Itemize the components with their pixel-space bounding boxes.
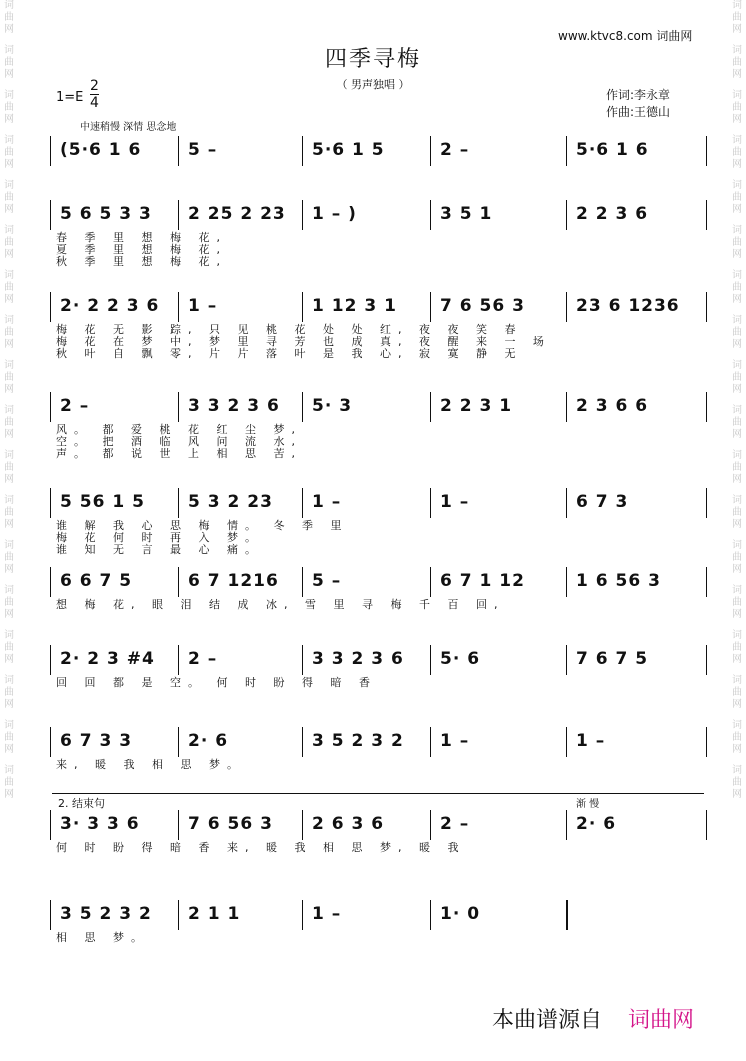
lyric-line: 想 梅 花, 眼 泪 结 成 冰, 雪 里 寻 梅 千 百 回, — [56, 598, 505, 611]
measure-notes: 2 – — [440, 814, 470, 834]
measure-notes: 2· 2 2 3 6 — [60, 296, 160, 316]
watermark-text: 词 曲 网 — [732, 270, 742, 305]
measure-notes: 2 2 3 6 — [576, 204, 649, 224]
lyric-line: 梅 花 何 时 再 入 梦。 — [56, 531, 263, 544]
measure-notes: 1 – — [312, 492, 342, 512]
watermark-text: 词 曲 网 — [732, 0, 742, 35]
composer-credit: 作曲:王德山 — [606, 105, 671, 119]
lyric-line: 空。 把 酒 临 风 问 流 水, — [56, 435, 302, 448]
watermark-text: 词 曲 网 — [4, 180, 14, 215]
watermark-text: 词 曲 网 — [4, 630, 14, 665]
measure-notes: 2 6 3 6 — [312, 814, 385, 834]
bar-line — [50, 488, 51, 518]
watermark-text: 词 曲 网 — [4, 405, 14, 440]
lyric-line: 回 回 都 是 空。 何 时 盼 得 暗 香 — [56, 676, 377, 689]
watermark-text: 词 曲 网 — [732, 90, 742, 125]
lyric-line: 春 季 里 想 梅 花, — [56, 231, 227, 244]
watermark-text: 词 曲 网 — [732, 675, 742, 710]
bar-line — [50, 645, 51, 675]
watermark-text: 词 曲 网 — [4, 45, 14, 80]
watermark-text: 词 曲 网 — [732, 315, 742, 350]
lyric-line: 梅 花 无 影 踪, 只 见 桃 花 处 处 红, 夜 夜 笑 春 — [56, 323, 523, 336]
measure-notes: 2 – — [440, 140, 470, 160]
bar-line — [50, 810, 51, 840]
watermark-text: 词 曲 网 — [732, 45, 742, 80]
measure-notes: 1· 0 — [440, 904, 481, 924]
bar-line — [50, 292, 51, 322]
measure-notes: 2 3 6 6 — [576, 396, 649, 416]
bar-line — [566, 292, 567, 322]
measure-notes: 2 – — [60, 396, 90, 416]
bar-line — [706, 727, 707, 757]
ending-bracket-line — [52, 793, 704, 794]
watermark-text: 词 曲 网 — [732, 180, 742, 215]
measure-notes: 2 2 3 1 — [440, 396, 513, 416]
bar-line — [50, 900, 51, 930]
bar-line — [430, 810, 431, 840]
bar-line — [302, 136, 303, 166]
source-brand[interactable]: 词曲网 — [628, 1008, 695, 1033]
bar-line — [178, 136, 179, 166]
bar-line — [50, 727, 51, 757]
lyric-line: 谁 解 我 心 思 梅 情。 冬 季 里 — [56, 519, 349, 532]
watermark-text: 词 曲 网 — [4, 225, 14, 260]
measure-notes: 7 6 56 3 — [440, 296, 525, 316]
watermark-text: 词 曲 网 — [4, 90, 14, 125]
bar-line — [302, 200, 303, 230]
bar-line — [178, 292, 179, 322]
measure-notes: 6 6 7 5 — [60, 571, 133, 591]
ritardando-marking: 渐 慢 — [576, 799, 600, 810]
measure-notes: 3 3 2 3 6 — [312, 649, 404, 669]
lyric-line: 梅 花 在 梦 中, 梦 里 寻 芳 也 成 真, 夜 醒 来 一 场 — [56, 335, 551, 348]
bar-line — [706, 136, 707, 166]
watermark-text: 词 曲 网 — [4, 720, 14, 755]
measure-notes: 3 5 1 — [440, 204, 493, 224]
measure-notes: 5 3 2 23 — [188, 492, 273, 512]
time-signature-top: 2 — [90, 78, 99, 94]
measure-notes: 2 25 2 23 — [188, 204, 286, 224]
bar-line — [430, 645, 431, 675]
bar-line — [430, 200, 431, 230]
measure-notes: 1 12 3 1 — [312, 296, 397, 316]
watermark-text: 词 曲 网 — [732, 405, 742, 440]
bar-line — [706, 567, 707, 597]
bar-line — [430, 727, 431, 757]
bar-line — [566, 136, 567, 166]
measure-notes: 7 6 7 5 — [576, 649, 649, 669]
watermark-text: 词 曲 网 — [4, 450, 14, 485]
measure-notes: 2· 6 — [188, 731, 229, 751]
bar-line — [302, 727, 303, 757]
lyric-line: 相 思 梦。 — [56, 931, 149, 944]
bar-line — [50, 136, 51, 166]
bar-line — [566, 488, 567, 518]
bar-line — [302, 900, 303, 930]
bar-line — [302, 292, 303, 322]
measure-notes: 1 – — [188, 296, 218, 316]
watermark-text: 词 曲 网 — [4, 540, 14, 575]
bar-line — [566, 810, 567, 840]
bar-line — [430, 567, 431, 597]
measure-notes: 1 – — [576, 731, 606, 751]
measure-notes: 1 – — [440, 731, 470, 751]
bar-line — [178, 488, 179, 518]
time-signature — [90, 78, 99, 111]
bar-line — [566, 900, 568, 930]
bar-line — [178, 200, 179, 230]
watermark-text: 词 曲 网 — [732, 630, 742, 665]
watermark-text: 词 曲 网 — [4, 765, 14, 800]
lyric-line: 秋 叶 自 飘 零, 片 片 落 叶 是 我 心, 寂 寞 静 无 — [56, 347, 523, 360]
bar-line — [566, 392, 567, 422]
site-url[interactable]: www.ktvc8.com 词曲网 — [558, 29, 693, 43]
measure-notes: 5 – — [312, 571, 342, 591]
bar-line — [178, 810, 179, 840]
bar-line — [178, 392, 179, 422]
watermark-text: 词 曲 网 — [732, 360, 742, 395]
bar-line — [178, 567, 179, 597]
watermark-text: 词 曲 网 — [4, 0, 14, 35]
watermark-text: 词 曲 网 — [4, 585, 14, 620]
lyric-line: 秋 季 里 想 梅 花, — [56, 255, 227, 268]
song-subtitle: （ 男声独唱 ） — [336, 78, 410, 91]
measure-notes: 23 6 1236 — [576, 296, 680, 316]
lyric-line: 夏 季 里 想 梅 花, — [56, 243, 227, 256]
measure-notes: 5· 3 — [312, 396, 353, 416]
watermark-text: 词 曲 网 — [4, 135, 14, 170]
measure-notes: 2· 6 — [576, 814, 617, 834]
bar-line — [178, 900, 179, 930]
watermark-text: 词 曲 网 — [732, 765, 742, 800]
bar-line — [706, 392, 707, 422]
measure-notes: 5· 6 — [440, 649, 481, 669]
bar-line — [706, 200, 707, 230]
bar-line — [302, 392, 303, 422]
measure-notes: 5·6 1 6 — [576, 140, 649, 160]
lyric-line: 风。 都 爱 桃 花 红 尘 梦, — [56, 423, 302, 436]
bar-line — [302, 567, 303, 597]
bar-line — [566, 567, 567, 597]
measure-notes: 5 6 5 3 3 — [60, 204, 152, 224]
measure-notes: 6 7 1 12 — [440, 571, 525, 591]
measure-notes: 7 6 56 3 — [188, 814, 273, 834]
measure-notes: 1 – — [440, 492, 470, 512]
bar-line — [178, 727, 179, 757]
bar-line — [430, 392, 431, 422]
bar-line — [430, 292, 431, 322]
measure-notes: 2 1 1 — [188, 904, 241, 924]
lyric-line: 声。 都 说 世 上 相 思 苦, — [56, 447, 302, 460]
watermark-text: 词 曲 网 — [732, 450, 742, 485]
watermark-text: 词 曲 网 — [4, 675, 14, 710]
measure-notes: 6 7 1216 — [188, 571, 279, 591]
bar-line — [706, 488, 707, 518]
time-signature-bottom: 4 — [90, 95, 99, 111]
ending-label: 2. 结束句 — [58, 797, 105, 810]
bar-line — [302, 645, 303, 675]
watermark-text: 词 曲 网 — [732, 720, 742, 755]
measure-notes: 3 5 2 3 2 — [312, 731, 404, 751]
bar-line — [706, 645, 707, 675]
measure-notes: 2· 2 3 #4 — [60, 649, 155, 669]
bar-line — [706, 292, 707, 322]
bar-line — [302, 488, 303, 518]
watermark-text: 词 曲 网 — [4, 360, 14, 395]
measure-notes: 5·6 1 5 — [312, 140, 385, 160]
measure-notes: 6 7 3 — [576, 492, 629, 512]
tempo-marking: 中速稍慢 深情 思念地 — [80, 122, 177, 133]
measure-notes: 1 – — [312, 904, 342, 924]
bar-line — [566, 200, 567, 230]
watermark-left-column — [0, 0, 18, 810]
watermark-text: 词 曲 网 — [732, 225, 742, 260]
watermark-text: 词 曲 网 — [732, 495, 742, 530]
bar-line — [430, 136, 431, 166]
watermark-text: 词 曲 网 — [732, 135, 742, 170]
lyric-line: 来, 暖 我 相 思 梦。 — [56, 758, 245, 771]
measure-notes: 5 56 1 5 — [60, 492, 145, 512]
watermark-text: 词 曲 网 — [4, 315, 14, 350]
bar-line — [178, 645, 179, 675]
bar-line — [50, 392, 51, 422]
bar-line — [706, 810, 707, 840]
measure-notes: (5·6 1 6 — [60, 140, 142, 160]
watermark-text: 词 曲 网 — [4, 495, 14, 530]
bar-line — [566, 727, 567, 757]
measure-notes: 5 – — [188, 140, 218, 160]
watermark-text: 词 曲 网 — [732, 585, 742, 620]
song-title: 四季寻梅 — [324, 47, 421, 72]
bar-line — [302, 810, 303, 840]
lyric-line: 何 时 盼 得 暗 香 来, 暖 我 相 思 梦, 暖 我 — [56, 841, 466, 854]
source-label: 本曲谱源自 — [492, 1008, 603, 1033]
bar-line — [430, 488, 431, 518]
measure-notes: 3 5 2 3 2 — [60, 904, 152, 924]
watermark-text: 词 曲 网 — [4, 270, 14, 305]
measure-notes: 1 6 56 3 — [576, 571, 661, 591]
measure-notes: 3 3 2 3 6 — [188, 396, 280, 416]
watermark-text: 词 曲 网 — [732, 540, 742, 575]
lyricist-credit: 作词:李永章 — [606, 88, 671, 102]
bar-line — [566, 645, 567, 675]
key-signature: 1=E — [56, 90, 84, 105]
measure-notes: 2 – — [188, 649, 218, 669]
measure-notes: 6 7 3 3 — [60, 731, 133, 751]
bar-line — [430, 900, 431, 930]
measure-notes: 1 – ) — [312, 204, 357, 224]
bar-line — [50, 567, 51, 597]
bar-line — [50, 200, 51, 230]
watermark-right-column — [728, 0, 746, 810]
measure-notes: 3· 3 3 6 — [60, 814, 140, 834]
lyric-line: 谁 知 无 言 最 心 痛。 — [56, 543, 263, 556]
